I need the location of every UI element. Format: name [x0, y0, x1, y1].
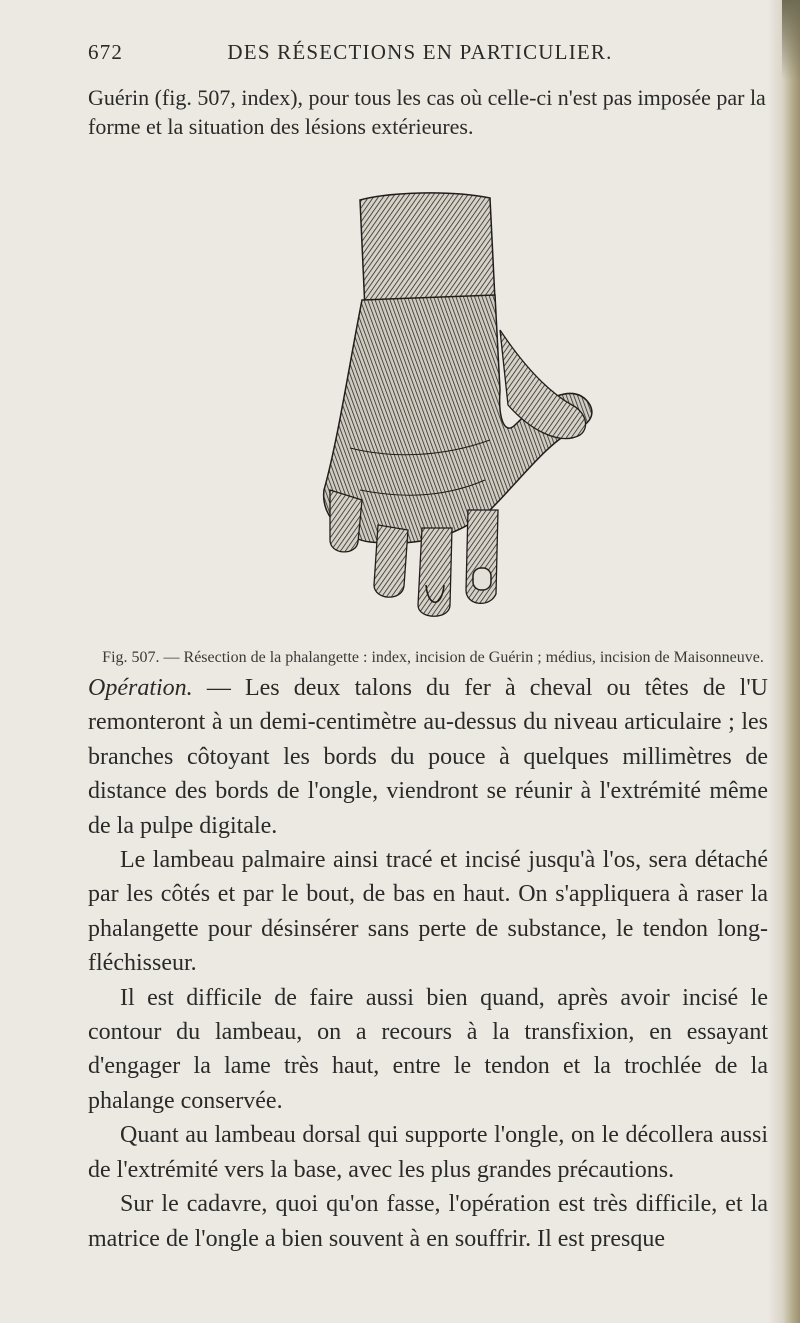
paragraph-lambeau-palmaire: Le lambeau palmaire ainsi tracé et incisé jusqu'à l'os, sera détaché par les côtés et par le bout, de bas en haut. On s'appliquera à raser la phalangette pour désinsérer sans perte de substance, le tendon long-fléchisseur. — [88, 847, 768, 977]
paragraph-difficile: Il est difficile de faire aussi bien quand, après avoir incisé le contour du lambeau, on a recours à la transfixion, en essayant d'engager la lame très haut, entre le tendon et la trochlée de la phalange conservée. — [88, 984, 768, 1114]
operation-text: — Les deux talons du fer à cheval ou têtes de l'U remonteront à un demi-centimètre au-dessus du niveau articulaire ; les branches côtoyant les bords du pouce à quelques millimètres de distance des bords de l'ongle, viendront se réunir à l'extrémité même de la pulpe digitale. — [88, 675, 768, 839]
figure-caption: Fig. 507. — Résection de la phalangette : index, incision de Guérin ; médius, incision de Maisonneuve. — [102, 649, 764, 666]
page-edge-top-shadow — [782, 0, 800, 80]
running-header — [88, 40, 752, 76]
paragraph-lambeau-dorsal: Quant au lambeau dorsal qui supporte l'ongle, on le décollera aussi de l'extrémité vers la base, avec les plus grandes précautions. — [88, 1122, 768, 1183]
operation-heading: Opération. — [88, 675, 193, 701]
paragraph-cadavre: Sur le cadavre, quoi qu'on fasse, l'opération est très difficile, et la matrice de l'ongle a bien souvent à en souffrir. Il est presque — [88, 1191, 768, 1252]
hand-illustration-icon — [290, 190, 605, 620]
page-number: 672 — [88, 40, 124, 64]
body-text — [88, 671, 768, 1256]
operation-paragraph — [88, 671, 768, 843]
figure-507 — [290, 190, 605, 620]
running-title: DES RÉSECTIONS EN PARTICULIER. — [227, 40, 613, 64]
intro-paragraph: Guérin (fig. 507, index), pour tous les cas où celle-ci n'est pas imposée par la forme et la situation des lésions extérieures. — [88, 85, 766, 139]
